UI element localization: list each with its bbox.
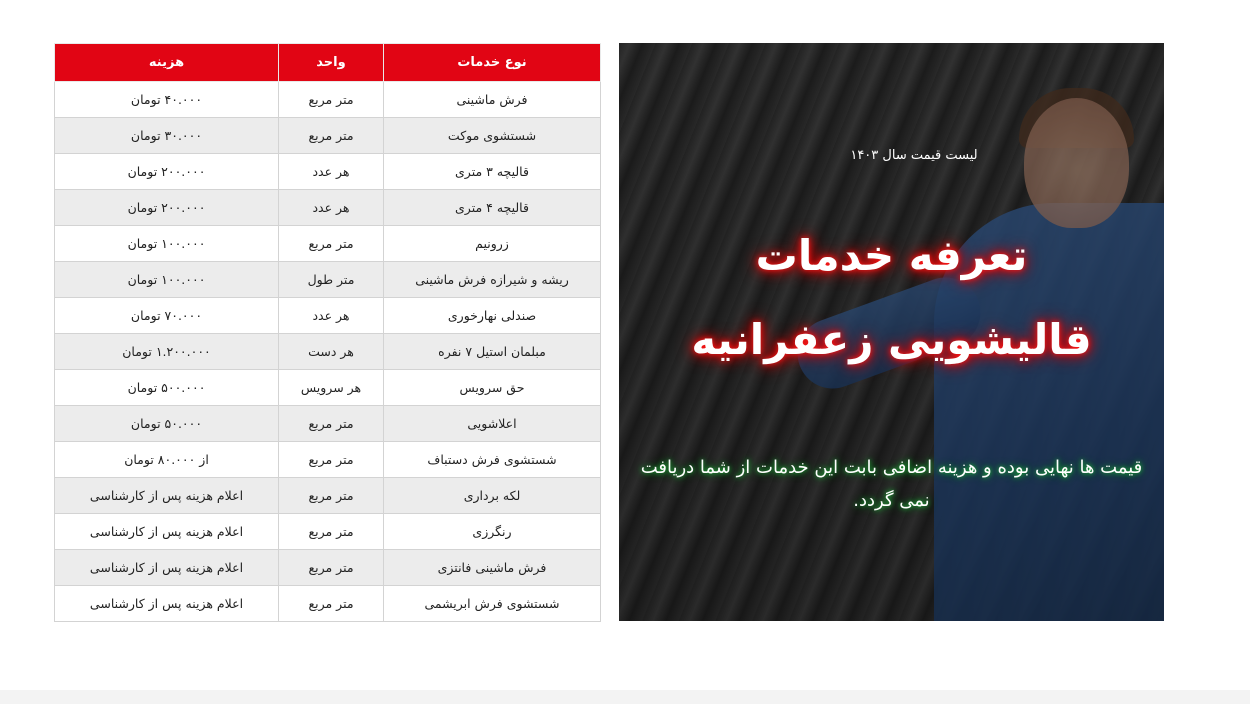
cell-unit: متر مربع xyxy=(279,226,384,262)
footer-strip xyxy=(0,690,1250,704)
cell-cost: اعلام هزینه پس از کارشناسی xyxy=(55,478,279,514)
banner-title-line1: تعرفه خدمات xyxy=(755,231,1028,280)
cell-cost: ۲۰۰.۰۰۰ تومان xyxy=(55,190,279,226)
cell-cost: ۲۰۰.۰۰۰ تومان xyxy=(55,154,279,190)
cell-cost: ۱.۲۰۰.۰۰۰ تومان xyxy=(55,334,279,370)
table-row xyxy=(55,550,601,586)
cell-unit: متر مربع xyxy=(279,118,384,154)
cell-service: رنگرزی xyxy=(384,514,601,550)
cell-unit: متر مربع xyxy=(279,478,384,514)
cell-unit: هر عدد xyxy=(279,298,384,334)
table-row xyxy=(55,118,601,154)
table-row xyxy=(55,226,601,262)
cell-unit: متر مربع xyxy=(279,550,384,586)
cell-service: شستشوی موکت xyxy=(384,118,601,154)
cell-unit: متر مربع xyxy=(279,586,384,622)
table-row xyxy=(55,406,601,442)
table-row xyxy=(55,190,601,226)
cell-unit: هر عدد xyxy=(279,154,384,190)
table-row xyxy=(55,154,601,190)
table-row xyxy=(55,586,601,622)
cell-cost: ۳۰.۰۰۰ تومان xyxy=(55,118,279,154)
cell-cost: اعلام هزینه پس از کارشناسی xyxy=(55,514,279,550)
cell-cost: ۴۰.۰۰۰ تومان xyxy=(55,82,279,118)
cell-service: لکه برداری xyxy=(384,478,601,514)
table-body xyxy=(55,82,601,622)
cell-service: فرش ماشینی فانتزی xyxy=(384,550,601,586)
cell-service: قالیچه ۳ متری xyxy=(384,154,601,190)
cell-unit: هر دست xyxy=(279,334,384,370)
header-cost: هزینه xyxy=(55,44,279,82)
cell-unit: متر مربع xyxy=(279,406,384,442)
cell-service: مبلمان استیل ۷ نفره xyxy=(384,334,601,370)
cell-cost: ۷۰.۰۰۰ تومان xyxy=(55,298,279,334)
price-banner-image xyxy=(619,43,1164,621)
table-row xyxy=(55,334,601,370)
cell-cost: از ۸۰.۰۰۰ تومان xyxy=(55,442,279,478)
cell-unit: هر سرویس xyxy=(279,370,384,406)
cell-cost: ۵۰۰.۰۰۰ تومان xyxy=(55,370,279,406)
cell-service: شستشوی فرش ابریشمی xyxy=(384,586,601,622)
cell-cost: ۵۰.۰۰۰ تومان xyxy=(55,406,279,442)
cell-service: صندلی نهارخوری xyxy=(384,298,601,334)
cell-cost: اعلام هزینه پس از کارشناسی xyxy=(55,550,279,586)
cell-service: زرونیم xyxy=(384,226,601,262)
price-table xyxy=(54,43,601,622)
cell-service: اعلاشویی xyxy=(384,406,601,442)
cell-unit: هر عدد xyxy=(279,190,384,226)
cell-service: قالیچه ۴ متری xyxy=(384,190,601,226)
banner-title-line2: قالیشویی زعفرانیه xyxy=(691,315,1092,364)
table-row xyxy=(55,370,601,406)
banner-note: قیمت ها نهایی بوده و هزینه اضافی بابت این خدمات از شما دریافت نمی گردد. xyxy=(640,457,1143,511)
table-row xyxy=(55,82,601,118)
table-row xyxy=(55,298,601,334)
header-unit: واحد xyxy=(279,44,384,82)
table-header-row xyxy=(55,44,601,82)
cell-service: فرش ماشینی xyxy=(384,82,601,118)
table-row xyxy=(55,442,601,478)
table-row xyxy=(55,514,601,550)
cell-unit: متر مربع xyxy=(279,82,384,118)
banner-year-label: لیست قیمت سال ۱۴۰۳ xyxy=(850,148,978,163)
cell-cost: ۱۰۰.۰۰۰ تومان xyxy=(55,262,279,298)
cell-cost: ۱۰۰.۰۰۰ تومان xyxy=(55,226,279,262)
cell-service: حق سرویس xyxy=(384,370,601,406)
cell-unit: متر طول xyxy=(279,262,384,298)
table-row xyxy=(55,478,601,514)
cell-unit: متر مربع xyxy=(279,514,384,550)
cell-unit: متر مربع xyxy=(279,442,384,478)
cell-service: شستشوی فرش دستباف xyxy=(384,442,601,478)
cell-service: ریشه و شیرازه فرش ماشینی xyxy=(384,262,601,298)
table-row xyxy=(55,262,601,298)
header-service: نوع خدمات xyxy=(384,44,601,82)
cell-cost: اعلام هزینه پس از کارشناسی xyxy=(55,586,279,622)
